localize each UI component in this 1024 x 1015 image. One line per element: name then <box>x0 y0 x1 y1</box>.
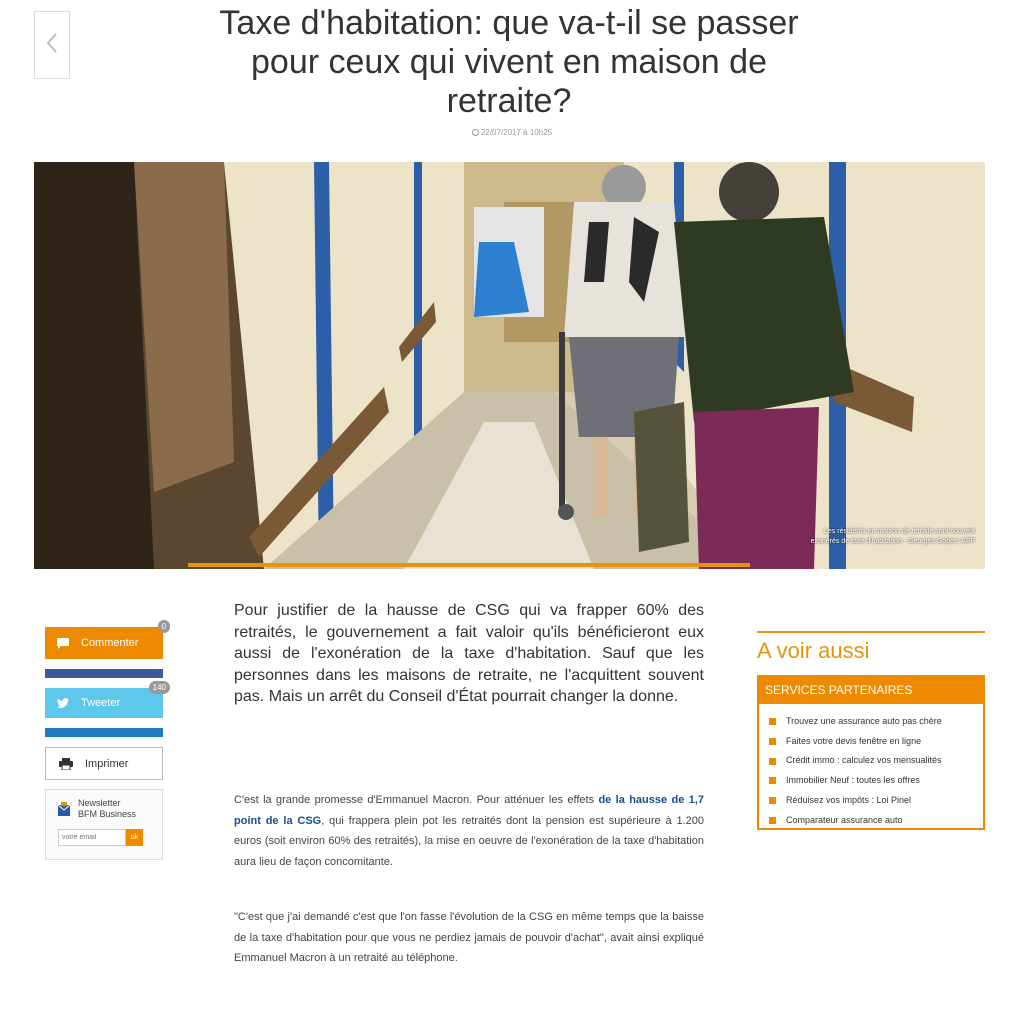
partner-link-label: Trouvez une assurance auto pas chère <box>786 716 942 726</box>
sidebar-divider <box>757 631 985 633</box>
tweet-count-badge: 140 <box>149 681 170 694</box>
partner-link[interactable] <box>769 751 983 771</box>
paragraph-1-text-a: C'est la grande promesse d'Emmanuel Macron. Pour atténuer les effets <box>234 794 599 806</box>
printer-icon <box>59 758 73 770</box>
article-paragraph-2: "C'est que j'ai demandé c'est que l'on fasse l'évolution de la CSG en même temps que la baisse de la taxe d'habitation pour que vous ne perdiez jamais de pouvoir d'achat", avait ainsi expliqué Emmanuel Macron à un retraité au téléphone. <box>234 911 704 964</box>
comment-label: Commenter <box>81 637 139 649</box>
bullet-square-icon <box>769 738 776 745</box>
print-button[interactable] <box>45 747 163 780</box>
partner-services-box <box>757 675 985 830</box>
partner-link-label: Faites votre devis fenêtre en ligne <box>786 735 922 746</box>
bullet-square-icon <box>769 797 776 804</box>
publish-date <box>0 128 1024 137</box>
tweet-button[interactable] <box>45 683 166 718</box>
partner-link-label: Comparateur assurance auto <box>786 814 903 825</box>
partner-link[interactable] <box>769 791 983 811</box>
article-photo <box>34 162 985 569</box>
bullet-square-icon <box>769 777 776 784</box>
sidebar-title: A voir aussi <box>757 638 870 663</box>
tweet-label: Tweeter <box>81 697 121 709</box>
partner-services-title: SERVICES PARTENAIRES <box>759 677 983 704</box>
partner-link[interactable] <box>769 732 983 752</box>
article-lead: Pour justifier de la hausse de CSG qui va frapper 60% des retraités, le gouvernement a fait valoir qu'ils bénéficieront eux aussi de l'exonération de la taxe d'habitation. Sauf que les personnes dans les maisons de retraite, ne l'acquittent souvent pas. Mais un arrêt du Conseil d'État pourrait changer la donne. <box>234 602 704 705</box>
comment-button[interactable] <box>45 622 166 659</box>
chevron-left-icon <box>45 31 59 60</box>
back-button[interactable] <box>34 11 70 79</box>
print-label: Imprimer <box>85 757 129 770</box>
bullet-square-icon <box>769 758 776 765</box>
twitter-bird-icon <box>57 698 69 708</box>
page-title: Taxe d'habitation: que va-t-il se passer pour ceux qui vivent en maison de retraite? <box>219 4 799 120</box>
newsletter-brand: BFM Business <box>78 809 137 819</box>
clock-icon <box>472 129 479 136</box>
newsletter-title: Newsletter <box>78 798 121 808</box>
partner-link[interactable] <box>769 811 983 831</box>
article-paragraph-1 <box>234 790 704 872</box>
publish-date-text: 22/07/2017 à 10h25 <box>480 128 553 137</box>
comment-count-badge: 0 <box>158 620 170 633</box>
newsletter-submit-button[interactable]: ok <box>126 829 143 846</box>
partner-link-label: Immobilier Neuf : toutes les offres <box>786 775 920 786</box>
envelope-icon <box>58 802 70 816</box>
partner-link[interactable] <box>769 712 983 732</box>
partner-link[interactable] <box>769 771 983 791</box>
partner-link-label: Réduisez vos impôts : Loi Pinel <box>786 794 912 805</box>
newsletter-email-input[interactable] <box>58 829 126 846</box>
bullet-square-icon <box>769 718 776 725</box>
image-caption: Les résidents en maison de retraite sont souvent exonérés de taxe d'habitation - Georges Gobet / AFP <box>810 528 975 545</box>
bullet-square-icon <box>769 817 776 824</box>
photo-accent-bar <box>188 563 750 567</box>
paragraph-1-text-b: , qui frappera plein pot les retraités dont la pension est supérieure à 1.200 euros (soit environ 60% des retraités), la mise en oeuvre de l'exonération de la taxe d'habitation aura lieu de façon concomitante. <box>234 814 704 868</box>
newsletter-box <box>45 789 163 860</box>
partner-link-label: Crédit immo : calculez vos mensualités <box>786 755 942 766</box>
csg-increase-link[interactable]: de la hausse de 1,7 point de la CSG <box>234 794 704 827</box>
facebook-share-bar[interactable] <box>45 669 163 678</box>
linkedin-share-bar[interactable] <box>45 728 163 737</box>
speech-bubble-icon <box>57 638 69 649</box>
